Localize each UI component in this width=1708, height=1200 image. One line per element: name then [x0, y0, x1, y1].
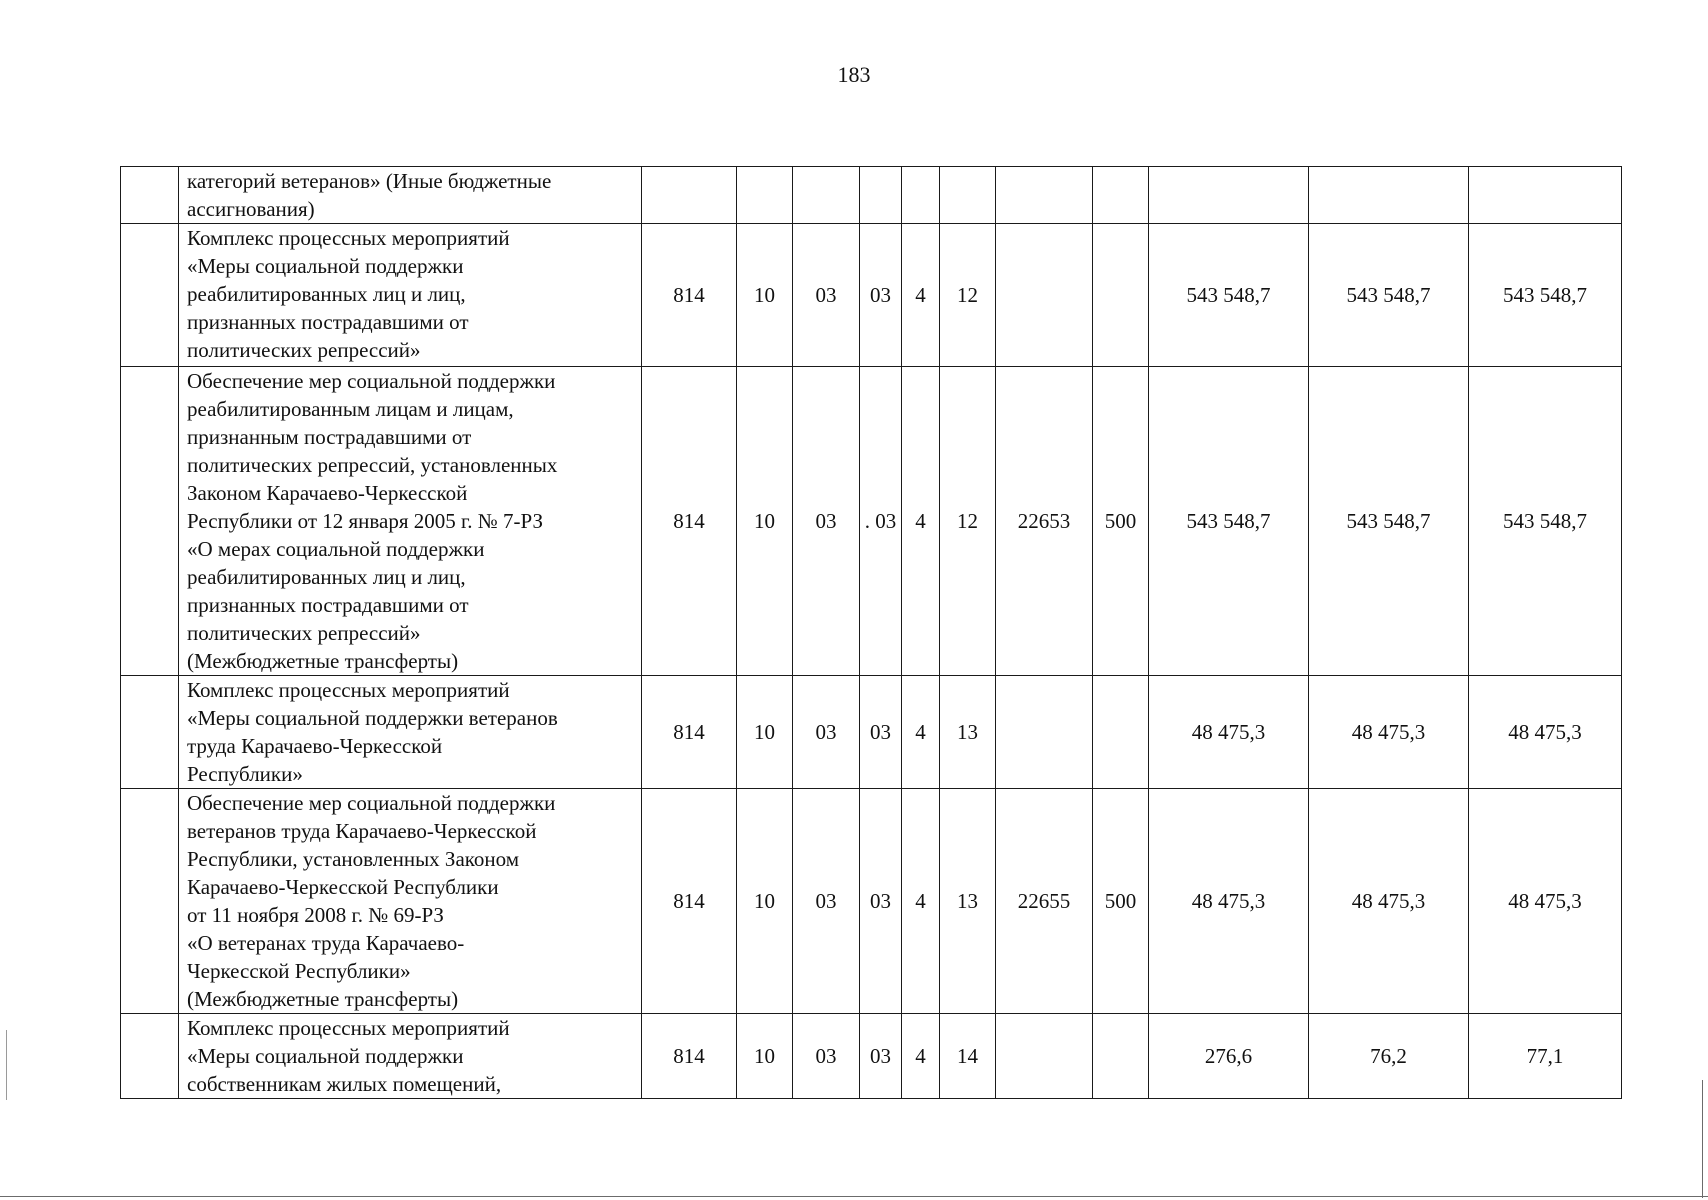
- event-cell: 13: [940, 789, 996, 1014]
- amount-year-1-cell: 276,6: [1149, 1014, 1309, 1099]
- scan-border-line: [0, 1196, 1708, 1197]
- amount-year-1-cell: 543 548,7: [1149, 367, 1309, 676]
- amount-year-2-cell: [1309, 167, 1469, 224]
- event-cell: 12: [940, 224, 996, 367]
- row-number-cell: [121, 789, 179, 1014]
- program-cell: 03: [860, 789, 902, 1014]
- event-cell: 12: [940, 367, 996, 676]
- table-row: [121, 167, 1622, 224]
- page-number: 183: [837, 62, 871, 87]
- section-cell: 10: [737, 1014, 793, 1099]
- program-cell: . 03: [860, 367, 902, 676]
- expense-type-cell: [1093, 1014, 1149, 1099]
- gr-code-cell: 814: [642, 367, 737, 676]
- table-row: [121, 676, 1622, 789]
- subprogram-type-cell: 4: [902, 789, 940, 1014]
- target-article-cell: [996, 224, 1093, 367]
- program-cell: 03: [860, 1014, 902, 1099]
- amount-year-1-cell: 543 548,7: [1149, 224, 1309, 367]
- gr-code-cell: 814: [642, 676, 737, 789]
- scan-border-line: [6, 1030, 7, 1100]
- target-article-cell: [996, 676, 1093, 789]
- row-number-cell: [121, 676, 179, 789]
- event-cell: 13: [940, 676, 996, 789]
- expense-type-cell: [1093, 167, 1149, 224]
- section-cell: [737, 167, 793, 224]
- amount-year-1-cell: 48 475,3: [1149, 789, 1309, 1014]
- amount-year-3-cell: 543 548,7: [1469, 367, 1622, 676]
- subprogram-type-cell: 4: [902, 1014, 940, 1099]
- program-cell: 03: [860, 676, 902, 789]
- amount-year-1-cell: 48 475,3: [1149, 676, 1309, 789]
- table-row: [121, 367, 1622, 676]
- expense-type-cell: [1093, 676, 1149, 789]
- gr-code-cell: 814: [642, 789, 737, 1014]
- row-number-cell: [121, 224, 179, 367]
- gr-code-cell: 814: [642, 224, 737, 367]
- target-article-cell: 22653: [996, 367, 1093, 676]
- table-row: [121, 789, 1622, 1014]
- expense-type-cell: 500: [1093, 789, 1149, 1014]
- event-cell: 14: [940, 1014, 996, 1099]
- program-cell: [860, 167, 902, 224]
- subsection-cell: 03: [793, 224, 860, 367]
- expense-type-cell: 500: [1093, 367, 1149, 676]
- section-cell: 10: [737, 367, 793, 676]
- amount-year-3-cell: [1469, 167, 1622, 224]
- target-article-cell: 22655: [996, 789, 1093, 1014]
- subsection-cell: [793, 167, 860, 224]
- gr-code-cell: 814: [642, 1014, 737, 1099]
- amount-year-1-cell: [1149, 167, 1309, 224]
- section-cell: 10: [737, 676, 793, 789]
- section-cell: 10: [737, 224, 793, 367]
- subprogram-type-cell: [902, 167, 940, 224]
- section-cell: 10: [737, 789, 793, 1014]
- amount-year-2-cell: 48 475,3: [1309, 676, 1469, 789]
- gr-code-cell: [642, 167, 737, 224]
- subprogram-type-cell: 4: [902, 676, 940, 789]
- table-row: [121, 224, 1622, 367]
- subprogram-type-cell: 4: [902, 367, 940, 676]
- amount-year-2-cell: 76,2: [1309, 1014, 1469, 1099]
- amount-year-3-cell: 543 548,7: [1469, 224, 1622, 367]
- table-row: [121, 1014, 1622, 1099]
- subsection-cell: 03: [793, 1014, 860, 1099]
- event-cell: [940, 167, 996, 224]
- amount-year-3-cell: 77,1: [1469, 1014, 1622, 1099]
- description-cell: категорий ветеранов» (Иные бюджетные ассигнования): [179, 167, 642, 224]
- expense-type-cell: [1093, 224, 1149, 367]
- budget-table: [120, 166, 1622, 1099]
- target-article-cell: [996, 1014, 1093, 1099]
- amount-year-3-cell: 48 475,3: [1469, 789, 1622, 1014]
- amount-year-2-cell: 543 548,7: [1309, 224, 1469, 367]
- description-cell: Комплекс процессных мероприятий «Меры социальной поддержки собственникам жилых помещений,: [179, 1014, 642, 1099]
- description-cell: Комплекс процессных мероприятий «Меры социальной поддержки ветеранов труда Карачаево-Черкесской Республики»: [179, 676, 642, 789]
- subsection-cell: 03: [793, 789, 860, 1014]
- row-number-cell: [121, 167, 179, 224]
- row-number-cell: [121, 367, 179, 676]
- description-cell: Комплекс процессных мероприятий «Меры социальной поддержки реабилитированных лиц и лиц, признанных пострадавшими от политических репрессий»: [179, 224, 642, 367]
- target-article-cell: [996, 167, 1093, 224]
- row-number-cell: [121, 1014, 179, 1099]
- amount-year-2-cell: 543 548,7: [1309, 367, 1469, 676]
- subsection-cell: 03: [793, 676, 860, 789]
- subprogram-type-cell: 4: [902, 224, 940, 367]
- description-cell: Обеспечение мер социальной поддержки ветеранов труда Карачаево-Черкесской Республики, установленных Законом Карачаево-Черкесской Республики от 11 ноября 2008 г. № 69-РЗ «О ветеранах труда Карачаево- Черкесской Республики» (Межбюджетные трансферты): [179, 789, 642, 1014]
- amount-year-3-cell: 48 475,3: [1469, 676, 1622, 789]
- scan-border-line: [1702, 1080, 1703, 1198]
- description-cell: Обеспечение мер социальной поддержки реабилитированным лицам и лицам, признанным пострадавшими от политических репрессий, установленных Законом Карачаево-Черкесской Республики от 12 января 2005 г. № 7-РЗ «О мерах социальной поддержки реабилитированных лиц и лиц, признанных пострадавшими от политических репрессий» (Межбюджетные трансферты): [179, 367, 642, 676]
- amount-year-2-cell: 48 475,3: [1309, 789, 1469, 1014]
- subsection-cell: 03: [793, 367, 860, 676]
- program-cell: 03: [860, 224, 902, 367]
